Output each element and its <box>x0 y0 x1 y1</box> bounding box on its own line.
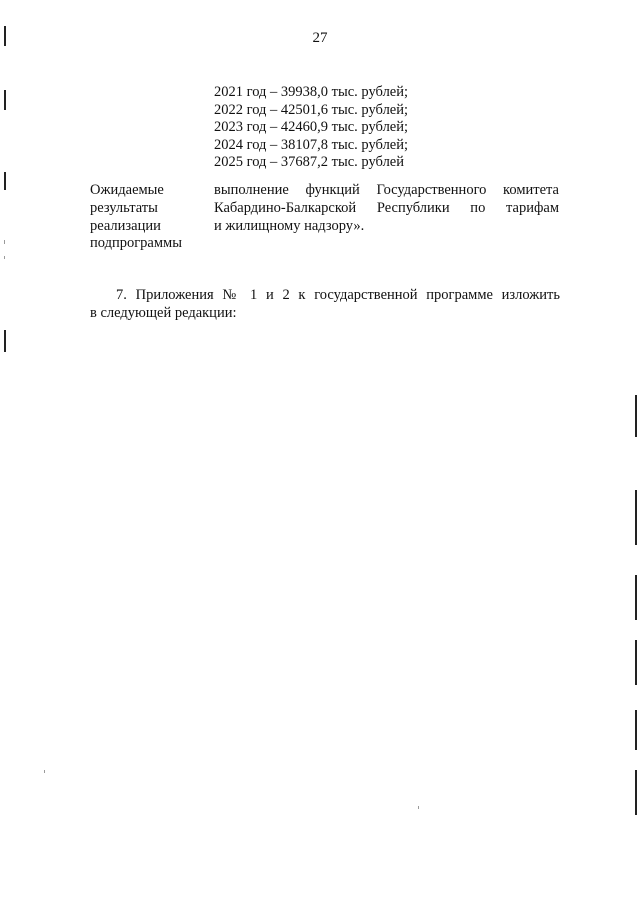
scan-speck <box>4 256 5 259</box>
scan-speck <box>44 770 45 773</box>
page-number: 27 <box>312 30 328 46</box>
funding-line-2025: 2025 год – 37687,2 тыс. рублей <box>214 154 405 171</box>
scan-speck <box>4 240 5 244</box>
funding-line-2022: 2022 год – 42501,6 тыс. рублей; <box>214 101 409 118</box>
label-line: Ожидаемые <box>90 182 164 198</box>
label-line: подпрограммы <box>90 235 182 252</box>
funding-line-2021: 2021 год – 39938,0 тыс. рублей; <box>214 84 409 100</box>
results-line: и жилищному надзору». <box>214 217 365 234</box>
scan-edge-mark <box>4 90 6 110</box>
scan-edge-mark <box>635 640 637 685</box>
scan-speck <box>418 806 419 809</box>
funding-by-year <box>214 84 408 172</box>
results-line: Кабардино-Балкарской Республики по тарифам <box>214 199 559 216</box>
expected-results-text <box>214 182 559 235</box>
scan-edge-mark <box>4 172 6 190</box>
scan-edge-mark <box>635 710 637 750</box>
funding-line-2023: 2023 год – 42460,9 тыс. рублей; <box>214 119 409 136</box>
expected-results-label <box>90 182 182 253</box>
item-seven-line-1: 7. Приложения № 1 и 2 к государственной программе изложить <box>116 287 560 303</box>
scan-edge-mark <box>635 575 637 620</box>
scan-edge-mark <box>635 490 637 545</box>
scan-edge-mark <box>635 770 637 815</box>
scan-edge-mark <box>635 395 637 437</box>
item-seven-paragraph <box>90 286 560 322</box>
label-line: реализации <box>90 217 161 234</box>
scan-edge-mark <box>4 330 6 352</box>
label-line: результаты <box>90 199 158 216</box>
item-seven-line-2: в следующей редакции: <box>90 305 237 321</box>
results-line: выполнение функций Государственного комитета <box>214 182 559 198</box>
funding-line-2024: 2024 год – 38107,8 тыс. рублей; <box>214 136 409 153</box>
